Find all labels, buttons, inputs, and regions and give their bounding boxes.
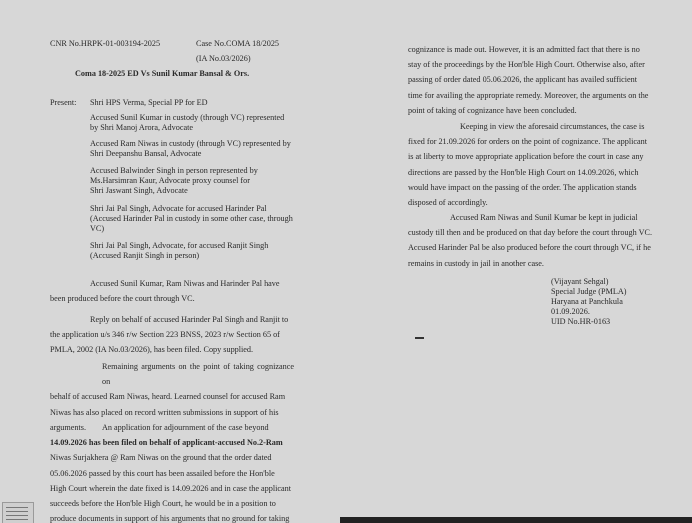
present-line: VC): [90, 224, 105, 233]
present-entry: [90, 139, 291, 159]
paragraph-line: the application u/s 346 r/w Section 223 BNSS, 2023 r/w Section 65 of: [50, 330, 280, 340]
signature-line: UID No.HR-0163: [551, 317, 611, 326]
paragraph-line: behalf of accused Ram Niwas, heard. Learned counsel for accused Ram: [50, 392, 286, 402]
paragraph-line: Keeping in view the aforesaid circumstances, the case is: [460, 122, 645, 131]
paragraph-line: directions are passed by the Hon'ble High Court on 14.09.2026, which: [408, 167, 639, 177]
paragraph-line: point of taking of cognizance have been concluded.: [408, 105, 577, 115]
paragraph-line: is at liberty to move appropriate application before the court in case any: [408, 152, 644, 162]
present-line: Accused Sunil Kumar in custody (through VC) represented: [90, 113, 285, 122]
present-line: Shri Deepanshu Bansal, Advocate: [90, 149, 202, 158]
present-line: Shri Jai Pal Singh, Advocate for accused Harinder Pal: [90, 204, 267, 213]
qr-stamp-icon: [2, 502, 34, 523]
present-line: by Shri Manoj Arora, Advocate: [90, 123, 194, 132]
paragraph-line: Accused Harinder Pal be also produced before the court through VC, if he: [408, 243, 651, 253]
paragraph-line: disposed of accordingly.: [408, 198, 488, 208]
paragraph-line: would have impact on the passing of the order. The application stands: [408, 182, 637, 192]
paragraph-line: fixed for 21.09.2026 for orders on the point of cognizance. The applicant: [408, 137, 648, 147]
paragraph-line: remains in custody in jail in another case.: [408, 258, 544, 268]
signature-line: Special Judge (PMLA): [551, 287, 627, 296]
paragraph-line: An application for adjournment of the case beyond: [102, 423, 269, 432]
right-page: [340, 0, 692, 523]
order-paragraph: [408, 42, 653, 118]
paragraph-line: succeeds before the Hon'ble High Court, he would be in a position to: [50, 499, 276, 509]
paragraph-line: Accused Sunil Kumar, Ram Niwas and Harinder Pal have: [90, 279, 280, 288]
paragraph-line: 05.06.2026 passed by this court has been assailed before the Hon'ble: [50, 468, 275, 478]
paragraph-line: Remaining arguments on the point of taking cognizance on: [102, 362, 294, 387]
paragraph-line: been produced before the court through VC.: [50, 294, 195, 304]
present-entry: [90, 97, 208, 108]
paragraph-line: Accused Ram Niwas and Sunil Kumar be kept in judicial: [450, 213, 638, 222]
ia-number: (IA No.03/2026): [196, 54, 251, 63]
present-line: (Accused Ranjit Singh in person): [90, 251, 200, 260]
paragraph-line: stay of the proceedings by the Hon'ble High Court. Otherwise also, after: [408, 60, 645, 70]
present-entry: [90, 204, 293, 234]
paragraph-line: Niwas Surjakhera @ Ram Niwas on the ground that the order dated: [50, 453, 272, 463]
present-line: Shri Jaswant Singh, Advocate: [90, 186, 188, 195]
present-entry: [90, 166, 258, 196]
case-number: Case No.COMA 18/2025: [196, 39, 280, 48]
signature-line: Haryana at Panchkula: [551, 297, 623, 306]
paragraph-line: Reply on behalf of accused Harinder Pal Singh and Ranjit to: [90, 315, 289, 324]
scan-edge-bar: [340, 517, 692, 523]
paragraph-line: cognizance is made out. However, it is an admitted fact that there is no: [408, 45, 640, 54]
case-title: Coma 18-2025 ED Vs Sunil Kumar Bansal & Ors.: [75, 69, 250, 78]
cnr-number: CNR No.HRPK-01-003194-2025: [50, 39, 161, 48]
order-paragraph: [408, 119, 653, 210]
order-paragraph: [50, 420, 294, 523]
present-entry: [90, 113, 284, 133]
judge-signature-block: [551, 277, 627, 327]
present-line: Accused Balwinder Singh in person represented by: [90, 166, 258, 175]
signature-line: 01.09.2026.: [551, 307, 590, 316]
paragraph-line: custody till then and be produced on that day before the court through VC.: [408, 228, 653, 238]
paragraph-line: High Court wherein the date fixed is 14.09.2026 and in case the applicant: [50, 483, 292, 493]
paragraph-line: 14.09.2026 has been filed on behalf of applicant-accused No.2-Ram: [50, 438, 283, 448]
present-line: Shri Jai Pal Singh, Advocate, for accused Ranjit Singh: [90, 241, 269, 250]
present-entry: [90, 241, 268, 261]
order-paragraph: [50, 276, 294, 306]
paragraph-line: time for availing the appropriate remedy. Moreover, the arguments on the: [408, 90, 649, 100]
ink-mark: [415, 337, 424, 339]
present-line: (Accused Harinder Pal in custody in some other case, through: [90, 214, 293, 223]
left-page: [0, 0, 340, 523]
signature-line: (Vijayant Sehgal): [551, 277, 609, 286]
present-line: Ms.Harsimran Kaur, Advocate proxy counsel for: [90, 176, 250, 185]
paragraph-line: PMLA, 2002 (IA No.03/2026), has been filed. Copy supplied.: [50, 345, 254, 355]
paragraph-line: produce documents in support of his arguments that no ground for taking: [50, 514, 290, 523]
paragraph-line: passing of order dated 05.06.2026, the applicant has availed sufficient: [408, 75, 638, 85]
order-paragraph: [408, 210, 653, 271]
present-line: Shri HPS Verma, Special PP for ED: [90, 98, 208, 107]
paragraph-line: Niwas has also placed on record written submissions in support of his: [50, 407, 279, 417]
order-paragraph: [50, 312, 294, 358]
present-label: Present:: [50, 98, 77, 107]
paragraph-line: arguments.: [50, 422, 87, 432]
present-line: Accused Ram Niwas in custody (through VC) represented by: [90, 139, 291, 148]
